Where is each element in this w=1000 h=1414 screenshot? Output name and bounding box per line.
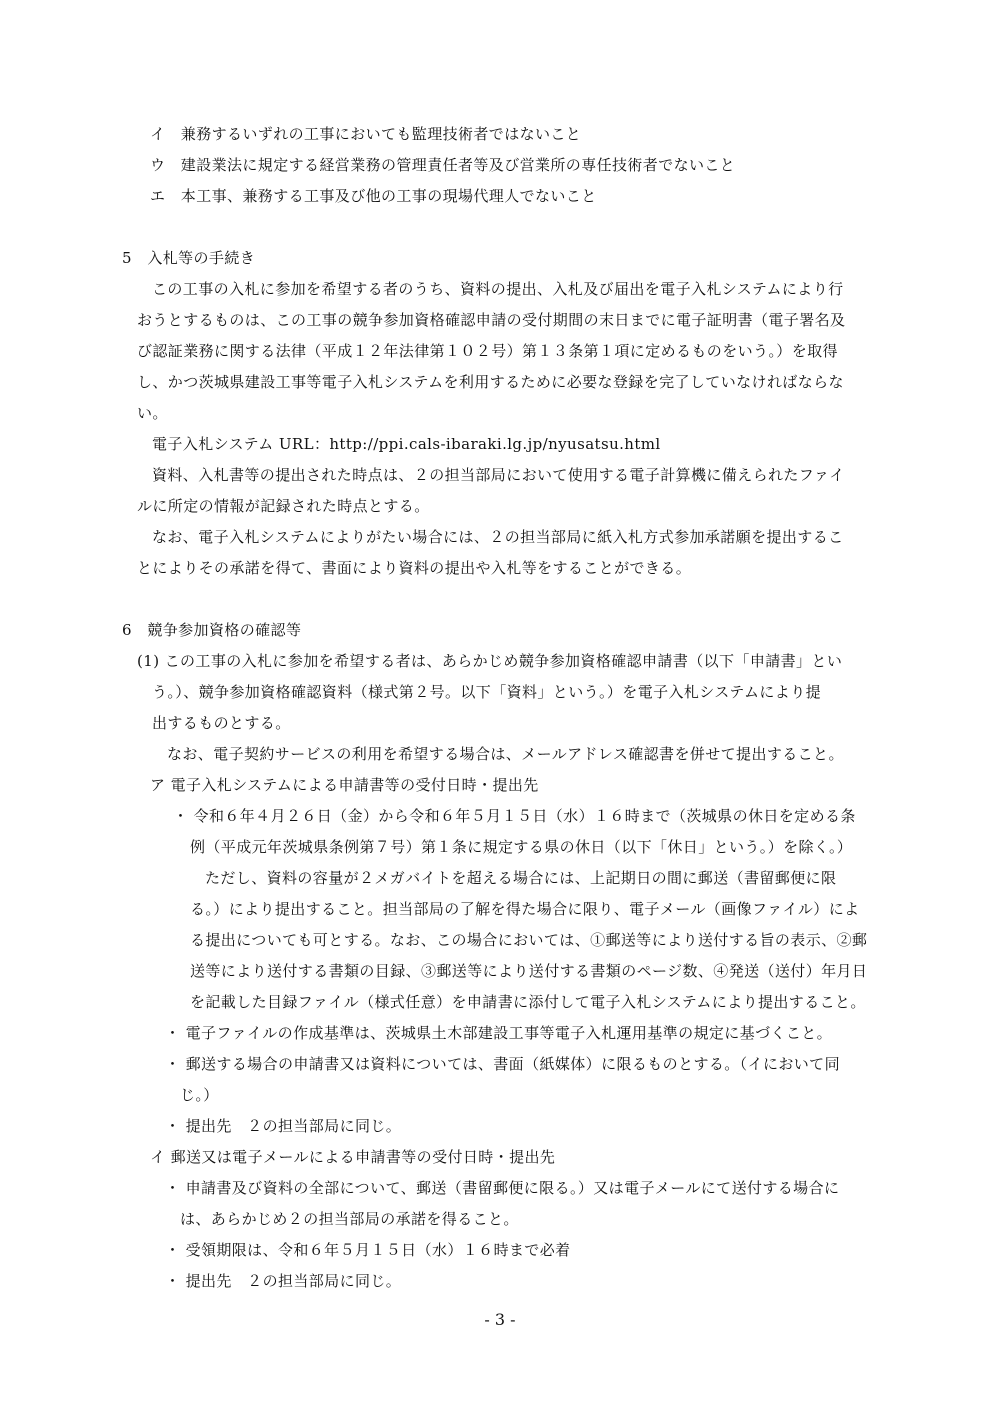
bullet-item: ・ 申請書及び資料の全部について、郵送（書留郵便に限る。）又は電子メールにて送付する場合に [165, 1179, 840, 1197]
text-line: 電子入札システム URL：http://ppi.cals-ibaraki.lg.jp/nyusatsu.html [152, 435, 661, 453]
page-number: - 3 - [484, 1310, 516, 1329]
bullet-item: ・ 電子ファイルの作成基準は、茨城県土木部建設工事等電子入札運用基準の規定に基づくこと。 [165, 1024, 833, 1042]
text-line: る。）により提出すること。担当部局の了解を得た場合に限り、電子メール（画像ファイル）によ [190, 900, 860, 918]
text-line: 例（平成元年茨城県条例第７号）第１条に規定する県の休日（以下「休日」という。）を除く。） [190, 838, 853, 856]
text-line: なお、電子入札システムによりがたい場合には、２の担当部局に紙入札方式参加承諾願を提出するこ [152, 528, 844, 546]
section-heading: 6 競争参加資格の確認等 [122, 621, 302, 639]
text-line: この工事の入札に参加を希望する者のうち、資料の提出、入札及び届出を電子入札システムにより行 [152, 280, 844, 298]
text-line: ルに所定の情報が記録された時点とする。 [137, 497, 430, 515]
text-line: じ。） [180, 1086, 219, 1104]
text-line: ア 電子入札システムによる申請書等の受付日時・提出先 [150, 776, 539, 794]
bullet-item: ・ 提出先 ２の担当部局に同じ。 [165, 1117, 402, 1135]
bullet-item: ・ 受領期限は、令和６年５月１５日（水）１６時まで必着 [165, 1241, 571, 1259]
bullet-item: ・ 令和６年４月２６日（金）から令和６年５月１５日（水）１６時まで（茨城県の休日を定める条 [173, 807, 856, 825]
text-line: う。）、競争参加資格確認資料（様式第２号。以下「資料」という。）を電子入札システムにより提 [152, 683, 822, 701]
text-line: び認証業務に関する法律（平成１２年法律第１０２号）第１３条第１項に定めるものをいう。）を取得 [137, 342, 838, 360]
text-line: エ 本工事、兼務する工事及び他の工事の現場代理人でないこと [150, 187, 597, 205]
text-line: おうとするものは、この工事の競争参加資格確認申請の受付期間の末日までに電子証明書（電子署名及 [137, 311, 846, 329]
text-line: ウ 建設業法に規定する経営業務の管理責任者等及び営業所の専任技術者でないこと [150, 156, 736, 174]
text-line: とによりその承諾を得て、書面により資料の提出や入札等をすることができる。 [137, 559, 692, 577]
text-line: る提出についても可とする。なお、この場合においては、①郵送等により送付する旨の表示、②郵 [190, 931, 868, 949]
bullet-item: ・ 郵送する場合の申請書又は資料については、書面（紙媒体）に限るものとする。（イにおいて同 [165, 1055, 840, 1073]
text-line: を記載した目録ファイル（様式任意）を申請書に添付して電子入札システムにより提出すること。 [190, 993, 866, 1011]
section-heading: 5 入札等の手続き [122, 249, 256, 267]
text-line: し、かつ茨城県建設工事等電子入札システムを利用するために必要な登録を完了していなければならな [137, 373, 844, 391]
text-line: い。 [137, 404, 168, 422]
text-line: 送等により送付する書類の目録、③郵送等により送付する書類のページ数、④発送（送付）年月日 [190, 962, 868, 980]
text-line: 出するものとする。 [152, 714, 291, 732]
text-line: ただし、資料の容量が２メガバイトを超える場合には、上記期日の間に郵送（書留郵便に限 [205, 869, 837, 887]
text-line: イ 郵送又は電子メールによる申請書等の受付日時・提出先 [150, 1148, 556, 1166]
bullet-item: ・ 提出先 ２の担当部局に同じ。 [165, 1272, 402, 1290]
text-line: は、あらかじめ２の担当部局の承諾を得ること。 [180, 1210, 519, 1228]
text-line: 資料、入札書等の提出された時点は、２の担当部局において使用する電子計算機に備えられたファイ [152, 466, 845, 484]
text-line: (1) この工事の入札に参加を希望する者は、あらかじめ競争参加資格確認申請書（以下「申請書」とい [137, 652, 843, 670]
text-line: なお、電子契約サービスの利用を希望する場合は、メールアドレス確認書を併せて提出すること。 [167, 745, 844, 763]
text-line: イ 兼務するいずれの工事においても監理技術者ではないこと [150, 125, 582, 143]
